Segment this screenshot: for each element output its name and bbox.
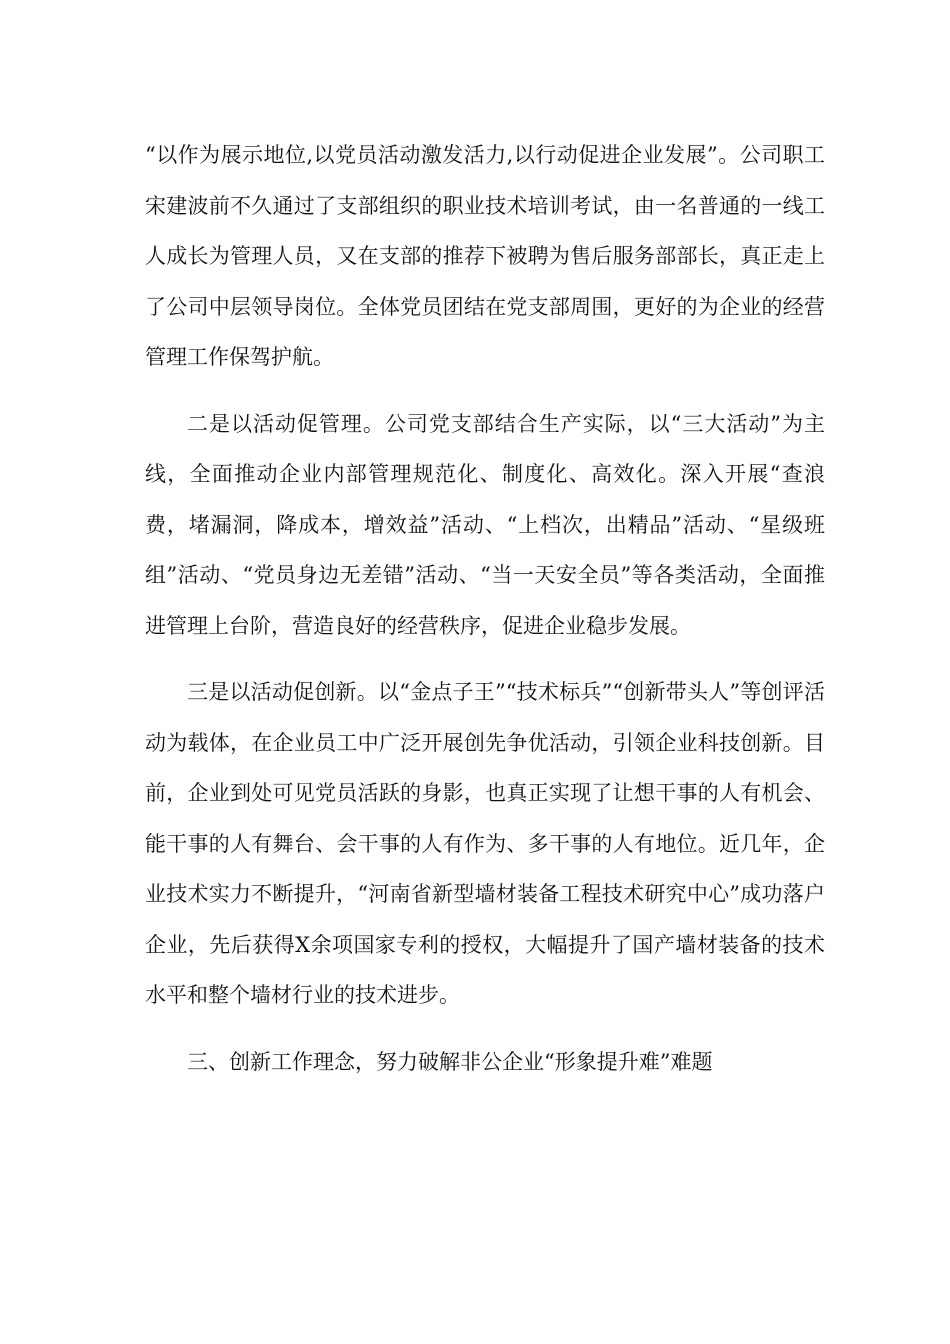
paragraph-2: 二是以活动促管理。公司党支部结合生产实际，以“三大活动”为主线，全面推动企业内部管理规范化、制度化、高效化。深入开展“查浪费，堵漏洞，降成本，增效益”活动、“上档次，出精品”活动、“星级班组”活动、“党员身边无差错”活动、“当一天安全员”等各类活动，全面推进管理上台阶，营造良好的经营秩序，促进企业稳步发展。 (145, 411, 825, 638)
paragraph-gap (145, 651, 825, 667)
document-body (145, 130, 825, 1087)
section-heading: 三、创新工作理念，努力破解非公企业“形象提升难”难题 (187, 1049, 713, 1074)
paragraph-gap (145, 383, 825, 399)
paragraph-3: 三是以活动促创新。以“金点子王”“技术标兵”“创新带头人”等创评活动为载体，在企业员工中广泛开展创先争优活动，引领企业科技创新。目前，企业到处可见党员活跃的身影，也真正实现了让想干事的人有机会、能干事的人有舞台、会干事的人有作为、多干事的人有地位。近几年，企业技术实力不断提升，“河南省新型墙材装备工程技术研究中心”成功落户企业，先后获得X余项国家专利的授权，大幅提升了国产墙材装备的技术水平和整个墙材行业的技术进步。 (145, 680, 825, 1007)
paragraph-1: “以作为展示地位,以党员活动激发活力,以行动促进企业发展”。公司职工宋建波前不久通过了支部组织的职业技术培训考试，由一名普通的一线工人成长为管理人员，又在支部的推荐下被聘为售后服务部部长，真正走上了公司中层领导岗位。全体党员团结在党支部周围，更好的为企业的经营管理工作保驾护航。 (145, 143, 825, 369)
paragraph-gap (145, 1021, 825, 1037)
